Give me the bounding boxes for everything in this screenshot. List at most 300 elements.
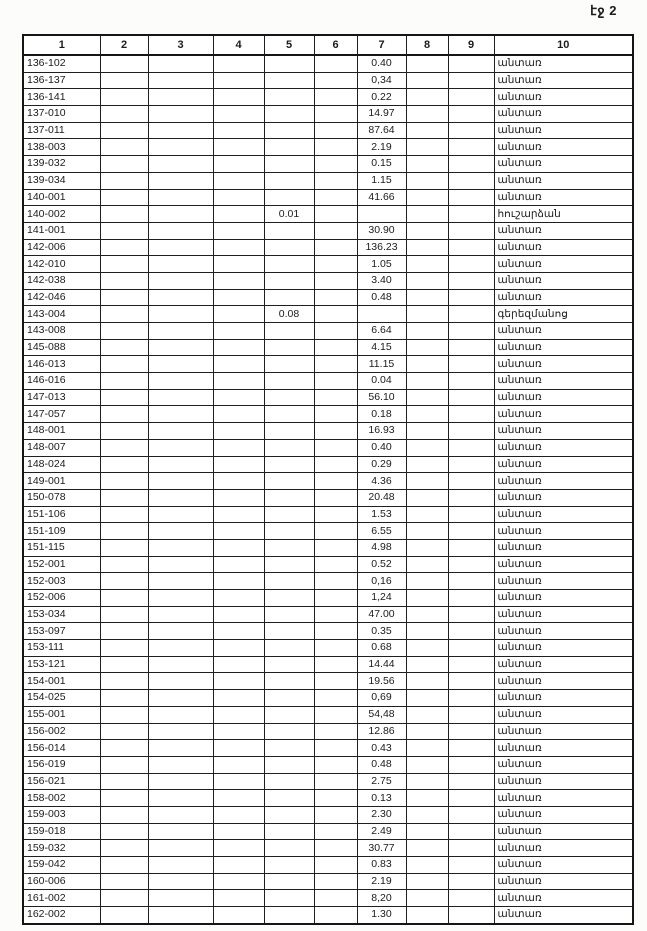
col5-value-cell [264, 406, 314, 423]
parcel-code-cell: 138-003 [23, 139, 100, 156]
col6-cell [314, 439, 357, 456]
col6-cell [314, 55, 357, 72]
table-row [23, 740, 633, 757]
col2-cell [100, 823, 148, 840]
col8-cell [406, 656, 448, 673]
col8-cell [406, 172, 448, 189]
area-value-cell: 0.35 [357, 623, 406, 640]
parcel-code-cell: 149-001 [23, 473, 100, 490]
col6-cell [314, 89, 357, 106]
col6-cell [314, 706, 357, 723]
col8-cell [406, 873, 448, 890]
col6-cell [314, 806, 357, 823]
col3-cell [148, 723, 213, 740]
col9-cell [448, 222, 494, 239]
col2-cell [100, 339, 148, 356]
parcel-code-cell: 146-013 [23, 356, 100, 373]
col6-cell [314, 656, 357, 673]
parcel-code-cell: 143-008 [23, 323, 100, 340]
land-type-cell: անտառ [494, 339, 633, 356]
col3-cell [148, 473, 213, 490]
parcel-code-cell: 150-078 [23, 489, 100, 506]
area-value-cell: 4.36 [357, 473, 406, 490]
col2-cell [100, 206, 148, 223]
col2-cell [100, 556, 148, 573]
col2-cell [100, 289, 148, 306]
land-type-cell: անտառ [494, 373, 633, 390]
col8-cell [406, 406, 448, 423]
col4-cell [213, 106, 264, 123]
col5-value-cell [264, 806, 314, 823]
table-row [23, 55, 633, 72]
col9-cell [448, 323, 494, 340]
column-header-9: 9 [448, 35, 494, 55]
table-row [23, 423, 633, 440]
column-header-7: 7 [357, 35, 406, 55]
col3-cell [148, 756, 213, 773]
land-type-cell: անտառ [494, 172, 633, 189]
col6-cell [314, 489, 357, 506]
land-type-cell: անտառ [494, 239, 633, 256]
parcel-code-cell: 151-115 [23, 539, 100, 556]
area-value-cell: 87.64 [357, 122, 406, 139]
area-value-cell: 0.43 [357, 740, 406, 757]
area-value-cell: 0.48 [357, 289, 406, 306]
col6-cell [314, 323, 357, 340]
land-type-cell: անտառ [494, 489, 633, 506]
col3-cell [148, 389, 213, 406]
table-row [23, 873, 633, 890]
col4-cell [213, 506, 264, 523]
land-type-cell: անտառ [494, 406, 633, 423]
col3-cell [148, 206, 213, 223]
col4-cell [213, 706, 264, 723]
area-value-cell: 30.77 [357, 840, 406, 857]
area-value-cell: 0.04 [357, 373, 406, 390]
col8-cell [406, 523, 448, 540]
table-row [23, 439, 633, 456]
col5-value-cell [264, 857, 314, 874]
area-value-cell: 16.93 [357, 423, 406, 440]
col9-cell [448, 790, 494, 807]
col4-cell [213, 823, 264, 840]
land-type-cell: անտառ [494, 573, 633, 590]
parcel-code-cell: 160-006 [23, 873, 100, 890]
col3-cell [148, 289, 213, 306]
col8-cell [406, 756, 448, 773]
col6-cell [314, 256, 357, 273]
col3-cell [148, 323, 213, 340]
col3-cell [148, 156, 213, 173]
col9-cell [448, 306, 494, 323]
col2-cell [100, 423, 148, 440]
col5-value-cell [264, 573, 314, 590]
area-value-cell: 4.98 [357, 539, 406, 556]
table-row [23, 690, 633, 707]
col9-cell [448, 673, 494, 690]
col3-cell [148, 840, 213, 857]
table-row [23, 823, 633, 840]
table-row [23, 606, 633, 623]
col8-cell [406, 723, 448, 740]
area-value-cell: 41.66 [357, 189, 406, 206]
col4-cell [213, 289, 264, 306]
col5-value-cell [264, 189, 314, 206]
col4-cell [213, 72, 264, 89]
col9-cell [448, 272, 494, 289]
parcel-code-cell: 146-016 [23, 373, 100, 390]
column-header-4: 4 [213, 35, 264, 55]
col2-cell [100, 756, 148, 773]
table-row [23, 706, 633, 723]
land-type-cell: անտառ [494, 189, 633, 206]
parcel-code-cell: 151-109 [23, 523, 100, 540]
land-type-cell: գերեզմանոց [494, 306, 633, 323]
col9-cell [448, 590, 494, 607]
col8-cell [406, 339, 448, 356]
table-row [23, 339, 633, 356]
table-row [23, 106, 633, 123]
parcel-code-cell: 142-038 [23, 272, 100, 289]
col5-value-cell [264, 756, 314, 773]
col5-value-cell [264, 423, 314, 440]
table-row [23, 473, 633, 490]
col3-cell [148, 873, 213, 890]
col9-cell [448, 907, 494, 924]
table-row [23, 189, 633, 206]
col5-value-cell [264, 623, 314, 640]
col2-cell [100, 790, 148, 807]
col2-cell [100, 773, 148, 790]
land-type-cell: անտառ [494, 606, 633, 623]
col6-cell [314, 356, 357, 373]
col2-cell [100, 106, 148, 123]
area-value-cell: 1.53 [357, 506, 406, 523]
col6-cell [314, 373, 357, 390]
col6-cell [314, 72, 357, 89]
col9-cell [448, 890, 494, 907]
col8-cell [406, 439, 448, 456]
area-value-cell: 56.10 [357, 389, 406, 406]
col4-cell [213, 806, 264, 823]
col8-cell [406, 840, 448, 857]
col3-cell [148, 656, 213, 673]
area-value-cell [357, 306, 406, 323]
col3-cell [148, 55, 213, 72]
col9-cell [448, 506, 494, 523]
col9-cell [448, 857, 494, 874]
col9-cell [448, 473, 494, 490]
area-value-cell: 0.15 [357, 156, 406, 173]
col9-cell [448, 256, 494, 273]
parcel-code-cell: 153-121 [23, 656, 100, 673]
land-type-cell: անտառ [494, 156, 633, 173]
col3-cell [148, 523, 213, 540]
land-type-cell: անտառ [494, 272, 633, 289]
col5-value-cell [264, 823, 314, 840]
col4-cell [213, 406, 264, 423]
parcel-code-cell: 145-088 [23, 339, 100, 356]
col3-cell [148, 306, 213, 323]
col6-cell [314, 690, 357, 707]
col5-value-cell [264, 256, 314, 273]
col4-cell [213, 890, 264, 907]
col2-cell [100, 323, 148, 340]
col5-value-cell [264, 389, 314, 406]
parcel-code-cell: 147-057 [23, 406, 100, 423]
parcel-code-cell: 148-001 [23, 423, 100, 440]
col9-cell [448, 356, 494, 373]
col2-cell [100, 890, 148, 907]
table-row [23, 389, 633, 406]
col4-cell [213, 690, 264, 707]
col5-value-cell [264, 523, 314, 540]
table-row [23, 456, 633, 473]
col6-cell [314, 823, 357, 840]
col3-cell [148, 623, 213, 640]
col5-value-cell [264, 640, 314, 657]
col5-value-cell: 0.01 [264, 206, 314, 223]
parcel-code-cell: 156-014 [23, 740, 100, 757]
area-value-cell: 2.30 [357, 806, 406, 823]
col8-cell [406, 506, 448, 523]
col9-cell [448, 623, 494, 640]
land-type-cell: անտառ [494, 55, 633, 72]
col9-cell [448, 172, 494, 189]
col9-cell [448, 406, 494, 423]
col8-cell [406, 106, 448, 123]
col4-cell [213, 256, 264, 273]
col5-value-cell [264, 222, 314, 239]
land-type-cell: անտառ [494, 806, 633, 823]
col8-cell [406, 256, 448, 273]
col4-cell [213, 840, 264, 857]
table-row [23, 306, 633, 323]
area-value-cell: 19.56 [357, 673, 406, 690]
col3-cell [148, 506, 213, 523]
col2-cell [100, 122, 148, 139]
col3-cell [148, 673, 213, 690]
column-header-6: 6 [314, 35, 357, 55]
land-type-cell: անտառ [494, 623, 633, 640]
col8-cell [406, 72, 448, 89]
parcel-code-cell: 137-010 [23, 106, 100, 123]
parcel-code-cell: 156-019 [23, 756, 100, 773]
col4-cell [213, 306, 264, 323]
land-type-cell: անտառ [494, 857, 633, 874]
col2-cell [100, 272, 148, 289]
col4-cell [213, 139, 264, 156]
col5-value-cell [264, 323, 314, 340]
col4-cell [213, 756, 264, 773]
col3-cell [148, 373, 213, 390]
parcel-code-cell: 153-034 [23, 606, 100, 623]
col8-cell [406, 790, 448, 807]
col5-value-cell [264, 556, 314, 573]
col9-cell [448, 55, 494, 72]
col4-cell [213, 489, 264, 506]
col2-cell [100, 222, 148, 239]
column-header-10: 10 [494, 35, 633, 55]
parcel-code-cell: 136-102 [23, 55, 100, 72]
col6-cell [314, 172, 357, 189]
table-row [23, 489, 633, 506]
col8-cell [406, 539, 448, 556]
col8-cell [406, 773, 448, 790]
area-value-cell: 2.19 [357, 873, 406, 890]
col4-cell [213, 89, 264, 106]
col9-cell [448, 756, 494, 773]
table-row [23, 139, 633, 156]
land-type-cell: անտառ [494, 72, 633, 89]
land-type-cell: անտառ [494, 106, 633, 123]
area-value-cell: 6.55 [357, 523, 406, 540]
col3-cell [148, 356, 213, 373]
col2-cell [100, 623, 148, 640]
col5-value-cell [264, 506, 314, 523]
col2-cell [100, 523, 148, 540]
col5-value-cell [264, 272, 314, 289]
col5-value-cell [264, 606, 314, 623]
col4-cell [213, 206, 264, 223]
col6-cell [314, 222, 357, 239]
column-header-5: 5 [264, 35, 314, 55]
col2-cell [100, 723, 148, 740]
col9-cell [448, 439, 494, 456]
col9-cell [448, 189, 494, 206]
col4-cell [213, 473, 264, 490]
col6-cell [314, 506, 357, 523]
col2-cell [100, 239, 148, 256]
col8-cell [406, 623, 448, 640]
col9-cell [448, 539, 494, 556]
area-value-cell: 14.97 [357, 106, 406, 123]
col8-cell [406, 272, 448, 289]
col2-cell [100, 89, 148, 106]
col2-cell [100, 873, 148, 890]
area-value-cell: 0.13 [357, 790, 406, 807]
col9-cell [448, 690, 494, 707]
land-type-cell: անտառ [494, 706, 633, 723]
land-type-cell: անտառ [494, 723, 633, 740]
parcel-code-cell: 141-001 [23, 222, 100, 239]
col6-cell [314, 723, 357, 740]
col6-cell [314, 389, 357, 406]
area-value-cell: 11.15 [357, 356, 406, 373]
col3-cell [148, 857, 213, 874]
parcel-code-cell: 148-024 [23, 456, 100, 473]
col8-cell [406, 289, 448, 306]
land-type-cell: անտառ [494, 89, 633, 106]
col6-cell [314, 539, 357, 556]
parcel-code-cell: 156-021 [23, 773, 100, 790]
col5-value-cell [264, 373, 314, 390]
parcel-code-cell: 136-141 [23, 89, 100, 106]
col9-cell [448, 339, 494, 356]
area-value-cell: 3.40 [357, 272, 406, 289]
col6-cell [314, 156, 357, 173]
col5-value-cell [264, 673, 314, 690]
land-type-cell: անտառ [494, 323, 633, 340]
col4-cell [213, 456, 264, 473]
parcel-code-cell: 137-011 [23, 122, 100, 139]
col5-value-cell [264, 289, 314, 306]
table-row [23, 756, 633, 773]
col8-cell [406, 590, 448, 607]
col5-value-cell [264, 89, 314, 106]
col2-cell [100, 606, 148, 623]
table-row [23, 857, 633, 874]
col2-cell [100, 439, 148, 456]
col6-cell [314, 907, 357, 924]
parcel-code-cell: 152-003 [23, 573, 100, 590]
table-row [23, 222, 633, 239]
col3-cell [148, 690, 213, 707]
col9-cell [448, 289, 494, 306]
land-type-cell: անտառ [494, 690, 633, 707]
col4-cell [213, 673, 264, 690]
area-value-cell: 2.49 [357, 823, 406, 840]
col5-value-cell [264, 790, 314, 807]
col8-cell [406, 156, 448, 173]
col5-value-cell [264, 456, 314, 473]
col4-cell [213, 323, 264, 340]
parcel-code-cell: 142-010 [23, 256, 100, 273]
col6-cell [314, 556, 357, 573]
col3-cell [148, 122, 213, 139]
col4-cell [213, 339, 264, 356]
land-type-cell: անտառ [494, 790, 633, 807]
col2-cell [100, 473, 148, 490]
col4-cell [213, 55, 264, 72]
col4-cell [213, 389, 264, 406]
col4-cell [213, 873, 264, 890]
col8-cell [406, 606, 448, 623]
col6-cell [314, 606, 357, 623]
col2-cell [100, 573, 148, 590]
land-type-cell: անտառ [494, 439, 633, 456]
table-row [23, 806, 633, 823]
col9-cell [448, 656, 494, 673]
col9-cell [448, 840, 494, 857]
col8-cell [406, 690, 448, 707]
col3-cell [148, 706, 213, 723]
table-row [23, 239, 633, 256]
column-header-2: 2 [100, 35, 148, 55]
col4-cell [213, 122, 264, 139]
col8-cell [406, 323, 448, 340]
table-row [23, 156, 633, 173]
col4-cell [213, 573, 264, 590]
land-type-cell: անտառ [494, 122, 633, 139]
col8-cell [406, 456, 448, 473]
area-value-cell: 0.48 [357, 756, 406, 773]
area-value-cell: 0.40 [357, 55, 406, 72]
col6-cell [314, 406, 357, 423]
col6-cell [314, 122, 357, 139]
col2-cell [100, 740, 148, 757]
col6-cell [314, 423, 357, 440]
col2-cell [100, 706, 148, 723]
col6-cell [314, 106, 357, 123]
table-row [23, 523, 633, 540]
col3-cell [148, 172, 213, 189]
col2-cell [100, 840, 148, 857]
col9-cell [448, 806, 494, 823]
col4-cell [213, 156, 264, 173]
col8-cell [406, 89, 448, 106]
table-row [23, 122, 633, 139]
